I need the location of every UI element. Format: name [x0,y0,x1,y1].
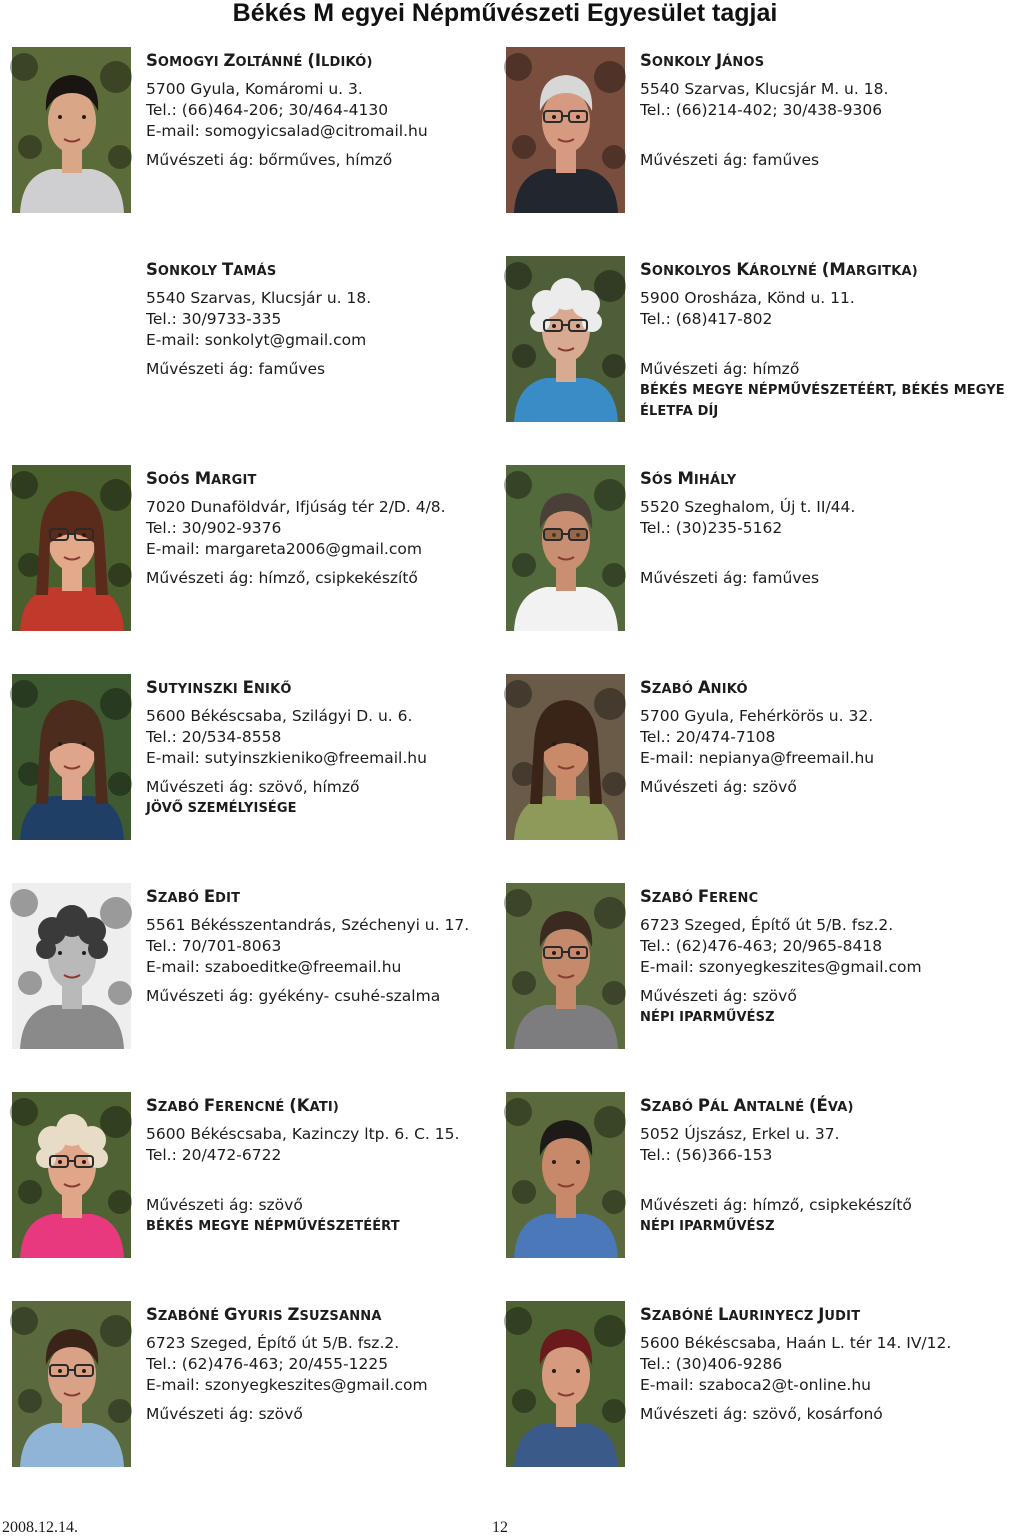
member-art-branch: Művészeti ág: szövő [640,987,797,1005]
member-phone: Tel.: (62)476-463; 20/965-8418 [640,937,883,955]
member-phone: Tel.: (62)476-463; 20/455-1225 [146,1355,389,1373]
member-art-branch: Művészeti ág: szövő [146,1405,303,1423]
member-phone: Tel.: (66)464-206; 30/464-4130 [146,101,389,119]
member-phone: Tel.: (68)417-802 [640,310,773,328]
member-address: 5700 Gyula, Fehérkörös u. 32. [640,707,874,725]
member-phone: Tel.: 20/474-7108 [640,728,776,746]
member-entry [146,259,371,380]
member-photo [506,256,625,422]
member-address: 7020 Dunaföldvár, Ifjúság tér 2/D. 4/8. [146,498,446,516]
member-name: SÓS MIHÁLY [640,469,737,488]
member-photo [12,465,131,631]
member-award: JÖVŐ SZEMÉLYISÉGE [146,801,297,816]
member-email: E-mail: szonyegkeszites@gmail.com [146,1376,428,1394]
member-name: SONKOLY JÁNOS [640,51,765,70]
member-art-branch: Művészeti ág: bőrműves, hímző [146,151,393,169]
member-phone: Tel.: (56)366-153 [640,1146,773,1164]
member-email: E-mail: nepianya@freemail.hu [640,749,875,767]
member-email: E-mail: szonyegkeszites@gmail.com [640,958,922,976]
member-entry [146,468,446,589]
member-address: 6723 Szeged, Építő út 5/B. fsz.2. [146,1334,400,1352]
member-photo [12,674,131,840]
member-entry [146,886,469,1007]
member-photo [506,1092,625,1258]
member-art-branch: Művészeti ág: faműves [146,360,326,378]
member-art-branch: Művészeti ág: gyékény- csuhé-szalma [146,987,441,1005]
member-address: 5540 Szarvas, Klucsjár u. 18. [146,289,372,307]
member-address: 5700 Gyula, Komáromi u. 3. [146,80,363,98]
member-name: SOÓS MARGIT [146,469,257,488]
member-photo [506,465,625,631]
member-entry [640,468,855,589]
member-phone: Tel.: 30/902-9376 [146,519,282,537]
member-art-branch: Művészeti ág: faműves [640,569,820,587]
member-phone: Tel.: 20/472-6722 [146,1146,282,1164]
member-art-branch: Művészeti ág: hímző, csipkekészítő [146,569,418,587]
member-name: SZABÓ FERENC [640,887,759,906]
member-email: E-mail: szaboca2@t-online.hu [640,1376,871,1394]
member-art-branch: Művészeti ág: szövő, hímző [146,778,360,796]
member-address: 5900 Orosháza, Könd u. 11. [640,289,855,307]
member-name: SONKOLY TAMÁS [146,260,277,279]
member-photo [12,47,131,213]
member-entry [146,677,427,819]
member-art-branch: Művészeti ág: szövő [640,778,797,796]
member-photo [12,1301,131,1467]
member-name: SUTYINSZKI ENIKŐ [146,678,292,697]
member-name: SZABÓNÉ GYURIS ZSUZSANNA [146,1305,382,1324]
member-name: SZABÓ EDIT [146,887,241,906]
member-award: ÉLETFA DÍJ [640,404,719,419]
member-email: E-mail: sonkolyt@gmail.com [146,331,367,349]
member-email: E-mail: szaboeditke@freemail.hu [146,958,402,976]
member-award: BÉKÉS MEGYE NÉPMŰVÉSZETÉÉRT [146,1219,400,1234]
member-name: SZABÓ PÁL ANTALNÉ (ÉVA) [640,1096,854,1115]
member-award: BÉKÉS MEGYE NÉPMŰVÉSZETÉÉRT, BÉKÉS MEGYE [640,383,1005,398]
member-phone: Tel.: (30)235-5162 [640,519,783,537]
member-entry [640,1095,912,1237]
member-name: SZABÓ FERENCNÉ (KATI) [146,1096,340,1115]
member-entry [640,50,888,171]
member-email: E-mail: sutyinszkieniko@freemail.hu [146,749,427,767]
member-address: 6723 Szeged, Építő út 5/B. fsz.2. [640,916,894,934]
member-address: 5052 Újszász, Erkel u. 37. [640,1125,840,1143]
member-address: 5600 Békéscsaba, Kazinczy ltp. 6. C. 15. [146,1125,460,1143]
member-address: 5540 Szarvas, Klucsjár M. u. 18. [640,80,889,98]
member-photo [506,47,625,213]
member-art-branch: Művészeti ág: szövő, kosárfonó [640,1405,883,1423]
member-art-branch: Művészeti ág: faműves [640,151,820,169]
page-title: Békés M egyei Népművészeti Egyesület tagjai [232,0,778,27]
member-award: NÉPI IPARMŰVÉSZ [640,1219,775,1234]
footer-page-number: 12 [492,1519,508,1536]
member-address: 5600 Békéscsaba, Haán L. tér 14. IV/12. [640,1334,952,1352]
member-photo [12,1092,131,1258]
member-phone: Tel.: (30)406-9286 [640,1355,783,1373]
member-name: SONKOLYOS KÁROLYNÉ (MARGITKA) [640,260,918,279]
member-phone: Tel.: (66)214-402; 30/438-9306 [640,101,883,119]
member-art-branch: Művészeti ág: szövő [146,1196,303,1214]
member-address: 5561 Békésszentandrás, Széchenyi u. 17. [146,916,470,934]
member-phone: Tel.: 30/9733-335 [146,310,282,328]
member-phone: Tel.: 20/534-8558 [146,728,282,746]
member-entry [146,1304,428,1425]
member-name: SZABÓ ANIKÓ [640,678,748,697]
member-email: E-mail: margareta2006@gmail.com [146,540,422,558]
member-address: 5520 Szeghalom, Új t. II/44. [640,498,856,516]
member-name: SZABÓNÉ LAURINYECZ JUDIT [640,1305,861,1324]
member-art-branch: Művészeti ág: hímző [640,360,800,378]
member-entry [146,1095,459,1237]
member-art-branch: Művészeti ág: hímző, csipkekészítő [640,1196,912,1214]
member-name: SOMOGYI ZOLTÁNNÉ (ILDIKÓ) [146,51,373,70]
member-entry [640,259,1005,422]
member-entry [640,886,922,1028]
member-entry [640,677,874,798]
footer-date: 2008.12.14. [2,1519,78,1536]
member-photo [506,1301,625,1467]
member-award: NÉPI IPARMŰVÉSZ [640,1010,775,1025]
member-photo [506,883,625,1049]
member-email: E-mail: somogyicsalad@citromail.hu [146,122,428,140]
member-photo [12,883,131,1049]
member-address: 5600 Békéscsaba, Szilágyi D. u. 6. [146,707,413,725]
member-entry [146,50,428,171]
member-entry [640,1304,951,1425]
member-photo [506,674,625,840]
member-phone: Tel.: 70/701-8063 [146,937,282,955]
